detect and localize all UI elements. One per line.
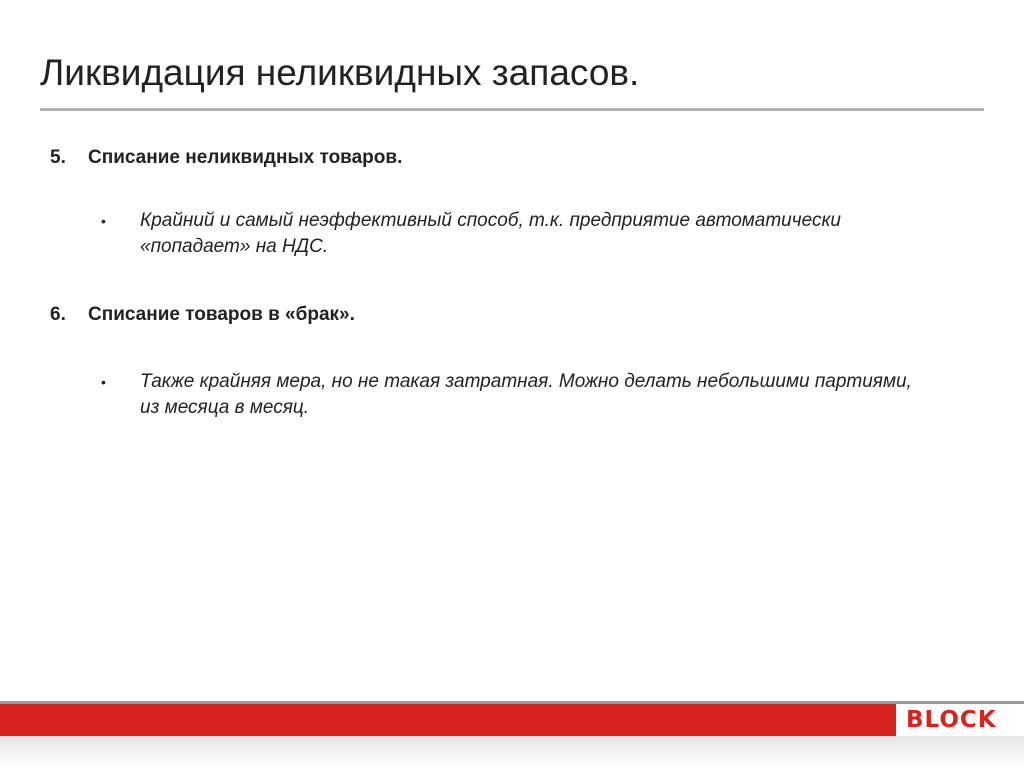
title-divider: [40, 108, 984, 111]
list-item-6: [50, 303, 355, 327]
bullet-icon: •: [101, 213, 106, 229]
slide-title: Ликвидация неликвидных запасов.: [40, 52, 640, 93]
list-item-number: 5.: [50, 147, 66, 168]
list-item-5: [50, 146, 402, 170]
bullet-icon: •: [101, 374, 106, 390]
logo-text: BLOCK: [906, 707, 997, 733]
logo: [896, 704, 1024, 736]
list-item-number: 6.: [50, 304, 66, 325]
bullet-text: Крайний и самый неэффективный способ, т.к. предприятие автоматически «попадает» на НДС.: [140, 210, 841, 257]
bullet-text: Также крайняя мера, но не такая затратная. Можно делать небольшими партиями, из месяца в месяц.: [140, 371, 912, 418]
bullet-item-5: [101, 208, 921, 260]
bullet-item-6: [101, 369, 921, 421]
list-item-heading: Списание товаров в «брак».: [88, 304, 355, 325]
list-item-heading: Списание неликвидных товаров.: [88, 147, 403, 168]
footer-band: [0, 704, 1024, 736]
footer-shadow: [0, 736, 1024, 768]
